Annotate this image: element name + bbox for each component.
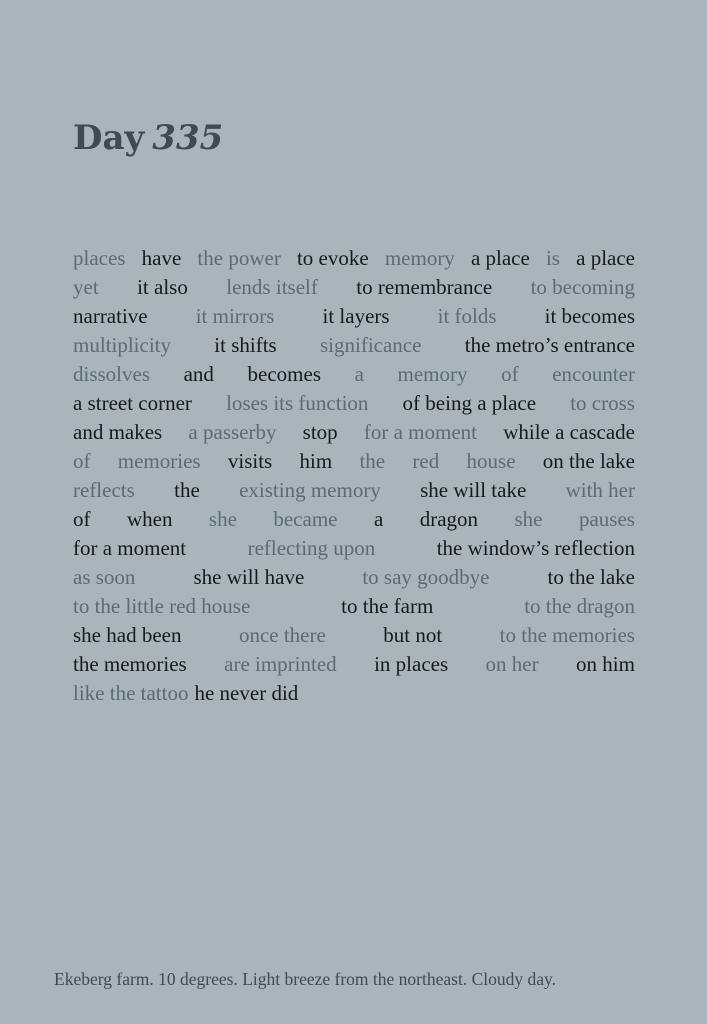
poem-segment-dark: the window’s reflection xyxy=(436,536,635,560)
poem-segment-dark: it becomes xyxy=(544,304,635,328)
poem-segment-dark: it also xyxy=(137,275,188,299)
page-title-day-number: 335 xyxy=(152,118,224,158)
poem-segment-dark: a place xyxy=(576,246,635,270)
poem-segment-light: of xyxy=(501,362,519,386)
poem-segment-dark: on him xyxy=(576,652,635,676)
poem-segment-dark: he never did xyxy=(194,681,299,705)
poem-line xyxy=(73,447,635,476)
poem-line xyxy=(73,679,635,708)
poem-segment-light: to becoming xyxy=(530,275,635,299)
poem-segment-light: is xyxy=(545,246,560,270)
poem-segment-light: it mirrors xyxy=(195,304,275,328)
poem-segment-light: yet xyxy=(73,275,99,299)
poem-segment-light: memories xyxy=(117,449,201,473)
poem-line xyxy=(73,476,635,505)
poem-segment-dark: while a cascade xyxy=(503,420,635,444)
poem-line xyxy=(73,244,635,273)
poem-segment-light: loses its function xyxy=(226,391,369,415)
poem-segment-dark: and xyxy=(183,362,214,386)
poem-segment-light: to the dragon xyxy=(524,594,635,618)
poem-body xyxy=(73,244,635,708)
poem-segment-dark: it layers xyxy=(322,304,390,328)
poem-line xyxy=(73,331,635,360)
poem-segment-light: lends itself xyxy=(226,275,318,299)
poem-segment-light: to the memories xyxy=(499,623,635,647)
poem-segment-dark: becomes xyxy=(247,362,322,386)
poem-segment-light: significance xyxy=(320,333,422,357)
poem-segment-light: to say goodbye xyxy=(362,565,490,589)
poem-segment-dark: to evoke xyxy=(296,246,369,270)
poem-segment-dark: the metro’s entrance xyxy=(464,333,635,357)
poem-line xyxy=(73,418,635,447)
poem-segment-light: the power xyxy=(197,246,281,270)
poem-segment-dark: him xyxy=(299,449,333,473)
poem-segment-dark: it shifts xyxy=(214,333,277,357)
poem-segment-dark: she will take xyxy=(420,478,527,502)
poem-segment-dark: on the lake xyxy=(542,449,635,473)
poem-segment-dark: stop xyxy=(302,420,338,444)
poem-segment-dark: of xyxy=(73,507,91,531)
poem-line xyxy=(73,302,635,331)
poem-line xyxy=(73,273,635,302)
poem-segment-dark: a street corner xyxy=(73,391,192,415)
poem-segment-dark: a place xyxy=(470,246,530,270)
poem-segment-light: for a moment xyxy=(363,420,478,444)
poem-segment-light: a xyxy=(354,362,364,386)
poem-segment-light: once there xyxy=(238,623,326,647)
poem-segment-dark: she had been xyxy=(73,623,182,647)
poem-segment-dark: to the lake xyxy=(547,565,635,589)
poem-segment-dark: a xyxy=(373,507,384,531)
poem-segment-light: places xyxy=(73,246,126,270)
poem-segment-light: of xyxy=(73,449,91,473)
poem-segment-dark: in places xyxy=(374,652,449,676)
poem-segment-dark: visits xyxy=(227,449,273,473)
poem-segment-light: to cross xyxy=(570,391,635,415)
poem-segment-dark: have xyxy=(141,246,182,270)
poem-segment-light: reflects xyxy=(73,478,135,502)
poem-segment-dark: of being a place xyxy=(402,391,537,415)
poem-segment-light: multiplicity xyxy=(73,333,171,357)
poem-segment-light: dissolves xyxy=(73,362,151,386)
poem-segment-dark: to the farm xyxy=(341,594,434,618)
page-title-prefix: Day xyxy=(73,118,145,158)
poem-segment-light: a passerby xyxy=(188,420,277,444)
page-title xyxy=(73,115,223,161)
poem-segment-light: encounter xyxy=(552,362,635,386)
poem-segment-light: with her xyxy=(565,478,635,502)
footer-note: Ekeberg farm. 10 degrees. Light breeze from the northeast. Cloudy day. xyxy=(54,969,556,989)
poem-segment-dark: and makes xyxy=(73,420,163,444)
poem-line xyxy=(73,563,635,592)
poem-line xyxy=(73,505,635,534)
poem-segment-light: memory xyxy=(397,362,468,386)
poem-segment-light: memory xyxy=(384,246,455,270)
poem-segment-light: existing memory xyxy=(239,478,381,502)
poem-segment-light: pauses xyxy=(578,507,635,531)
poem-segment-dark: the xyxy=(174,478,200,502)
poem-segment-light: house xyxy=(466,449,516,473)
poem-segment-light: to the little red house xyxy=(73,594,251,618)
poem-segment-dark: when xyxy=(126,507,173,531)
poem-segment-dark: the memories xyxy=(73,652,187,676)
poem-segment-light: reflecting upon xyxy=(247,536,376,560)
poem-segment-light: on her xyxy=(485,652,539,676)
poem-line xyxy=(73,389,635,418)
poem-segment-dark: she will have xyxy=(193,565,305,589)
poem-segment-light: like the tattoo xyxy=(73,681,189,705)
poem-line xyxy=(73,360,635,389)
poem-segment-light: as soon xyxy=(73,565,136,589)
poem-segment-light: the xyxy=(359,449,386,473)
poem-segment-light: she xyxy=(514,507,543,531)
poem-segment-dark: to remembrance xyxy=(356,275,493,299)
poem-segment-light: became xyxy=(273,507,338,531)
poem-segment-light: it folds xyxy=(437,304,497,328)
poem-segment-dark: narrative xyxy=(73,304,148,328)
poem-line xyxy=(73,534,635,563)
poem-segment-dark: but not xyxy=(383,623,443,647)
poem-segment-light: are imprinted xyxy=(224,652,337,676)
poem-segment-dark: dragon xyxy=(419,507,479,531)
poem-line xyxy=(73,650,635,679)
poem-line xyxy=(73,592,635,621)
poem-segment-light: red xyxy=(412,449,440,473)
poem-segment-dark: for a moment xyxy=(73,536,187,560)
poem-line xyxy=(73,621,635,650)
poem-segment-light: she xyxy=(208,507,237,531)
